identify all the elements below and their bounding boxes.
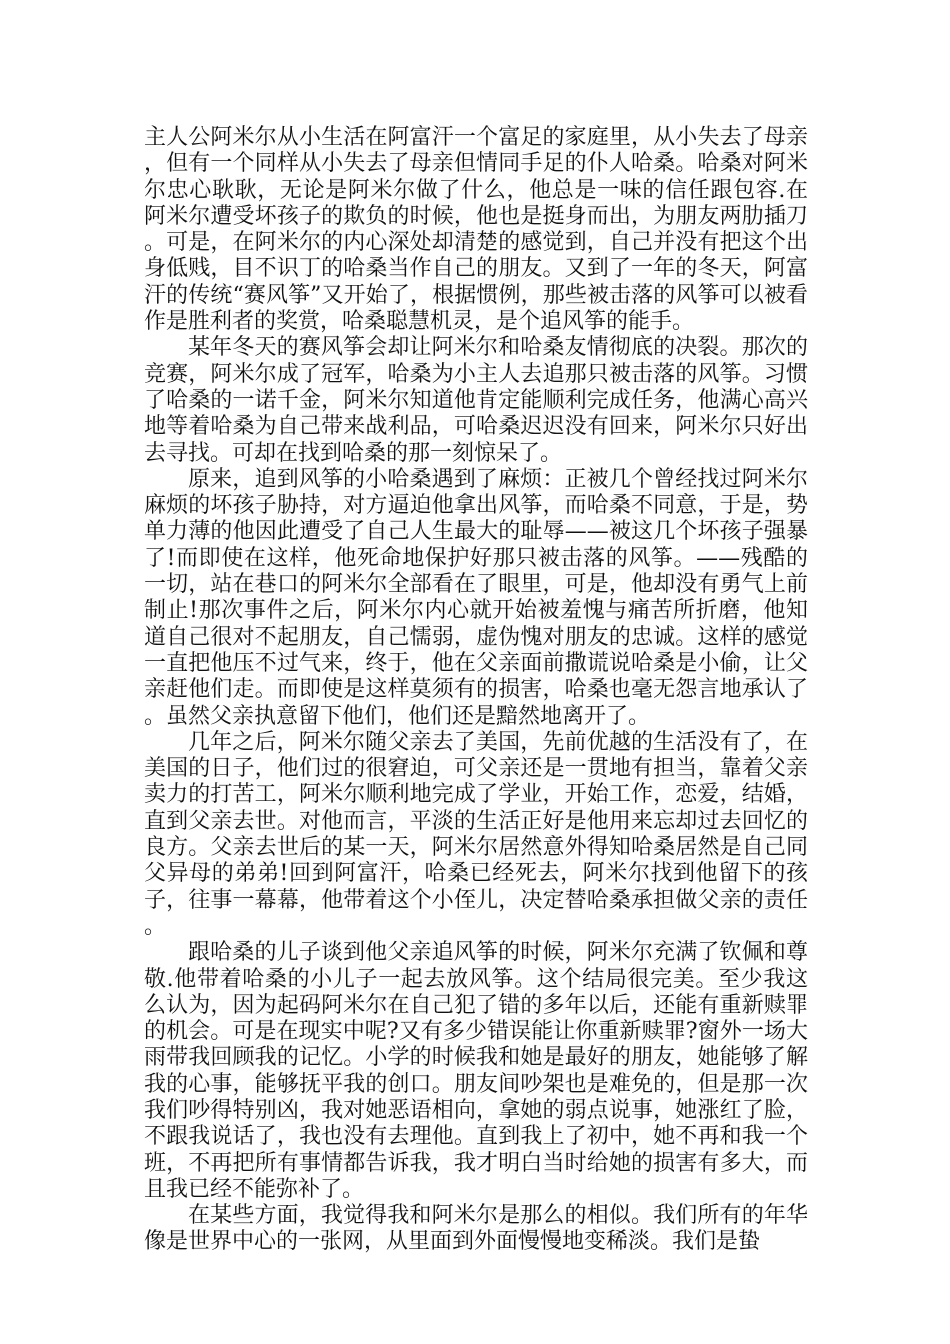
document-body — [144, 125, 808, 1256]
paragraph-1: 主人公阿米尔从小生活在阿富汗一个富足的家庭里，从小失去了母亲，但有一个同样从小失去了母亲但情同手足的仆人哈桑。哈桑对阿米尔忠心耿耿，无论是阿米尔做了什么，他总是一味的信任跟包容.在阿米尔遭受坏孩子的欺负的时候，他也是挺身而出，为朋友两肋插刀。可是，在阿米尔的内心深处却清楚的感觉到，自己并没有把这个出身低贱，目不识丁的哈桑当作自己的朋友。又到了一年的冬天，阿富汗的传统“赛风筝”又开始了，根据惯例，那些被击落的风筝可以被看作是胜利者的奖赏，哈桑聪慧机灵，是个追风筝的能手。 — [144, 125, 808, 335]
paragraph-2: 某年冬天的赛风筝会却让阿米尔和哈桑友情彻底的决裂。那次的竞赛，阿米尔成了冠军，哈桑为小主人去追那只被击落的风筝。习惯了哈桑的一诺千金，阿米尔知道他肯定能顺利完成任务，他满心高兴地等着哈桑为自己带来战利品，可哈桑迟迟没有回来，阿米尔只好出去寻找。可却在找到哈桑的那一刻惊呆了。 — [144, 335, 808, 466]
paragraph-6: 在某些方面，我觉得我和阿米尔是那么的相似。我们所有的年华像是世界中心的一张网，从里面到外面慢慢地变稀淡。我们是蛰 — [144, 1203, 808, 1255]
paragraph-4: 几年之后，阿米尔随父亲去了美国，先前优越的生活没有了，在美国的日子，他们过的很窘迫，可父亲还是一贯地有担当，靠着父亲卖力的打苦工，阿米尔顺利地完成了学业，开始工作，恋爱，结婚，直到父亲去世。对他而言，平淡的生活正好是他用来忘却过去回忆的良方。父亲去世后的某一天，阿米尔居然意外得知哈桑居然是自己同父异母的弟弟!回到阿富汗，哈桑已经死去，阿米尔找到他留下的孩子，往事一幕幕，他带着这个小侄儿，决定替哈桑承担做父亲的责任。 — [144, 729, 808, 939]
paragraph-5: 跟哈桑的儿子谈到他父亲追风筝的时候，阿米尔充满了钦佩和尊敬.他带着哈桑的小儿子一起去放风筝。这个结局很完美。至少我这么认为，因为起码阿米尔在自己犯了错的多年以后，还能有重新赎罪的机会。可是在现实中呢?又有多少错误能让你重新赎罪?窗外一场大雨带我回顾我的记忆。小学的时候我和她是最好的朋友，她能够了解我的心事，能够抚平我的创口。朋友间吵架也是难免的，但是那一次我们吵得特别凶，我对她恶语相向，拿她的弱点说事，她涨红了脸，不跟我说话了，我也没有去理他。直到我上了初中，她不再和我一个班，不再把所有事情都告诉我，我才明白当时给她的损害有多大，而且我已经不能弥补了。 — [144, 940, 808, 1202]
paragraph-3: 原来，追到风筝的小哈桑遇到了麻烦：正被几个曾经找过阿米尔麻烦的坏孩子胁持，对方逼迫他拿出风筝，而哈桑不同意，于是，势单力薄的他因此遭受了自己人生最大的耻辱——被这几个坏孩子强暴了!而即使在这样，他死命地保护好那只被击落的风筝。——残酷的一切，站在巷口的阿米尔全部看在了眼里，可是，他却没有勇气上前制止!那次事件之后，阿米尔内心就开始被羞愧与痛苦所折磨，他知道自己很对不起朋友，自己懦弱，虚伪愧对朋友的忠诚。这样的感觉一直把他压不过气来，终于，他在父亲面前撒谎说哈桑是小偷，让父亲赶他们走。而即使是这样莫须有的损害，哈桑也毫无怨言地承认了。虽然父亲执意留下他们，他们还是黯然地离开了。 — [144, 466, 808, 729]
